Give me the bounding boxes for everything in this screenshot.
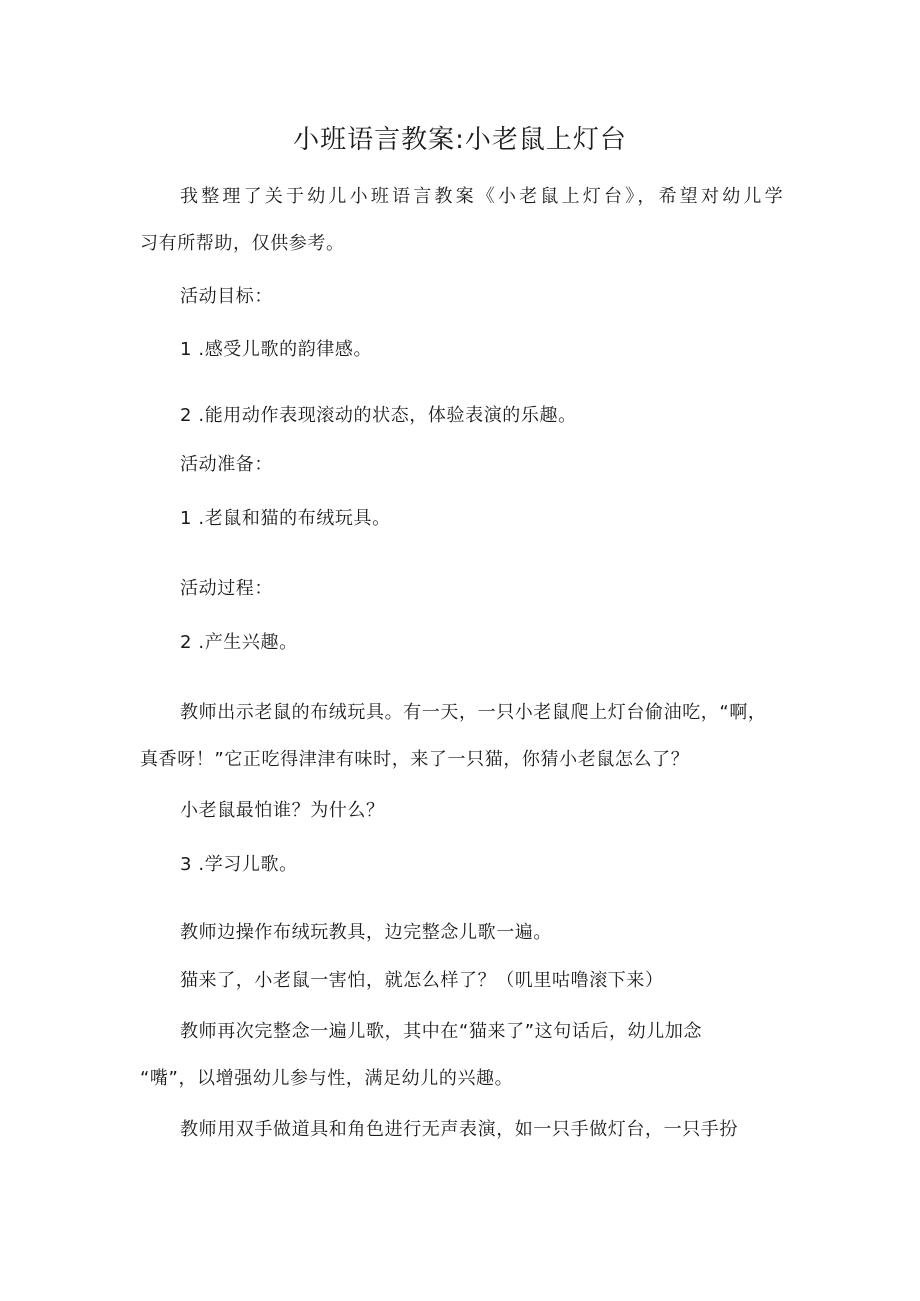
paragraph-recite-again-line-1: 教师再次完整念一遍儿歌，其中在“猫来了”这句话后，幼儿加念 bbox=[180, 1021, 703, 1042]
question-who-mouse-fears: 小老鼠最怕谁？为什么？ bbox=[180, 800, 385, 821]
paragraph-teacher-shows-line-1: 教师出示老鼠的布绒玩具。有一天，一只小老鼠爬上灯台偷油吃，“啊， bbox=[180, 702, 767, 723]
process-step-2: 2 .产生兴趣。 bbox=[180, 632, 298, 653]
goal-item-1: 1 .感受儿歌的韵律感。 bbox=[180, 339, 373, 360]
paragraph-teacher-operates: 教师边操作布绒玩教具，边完整念儿歌一遍。 bbox=[180, 922, 552, 943]
heading-activity-preparation: 活动准备： bbox=[180, 454, 273, 475]
process-step-3: 3 .学习儿歌。 bbox=[180, 854, 298, 875]
heading-activity-goals: 活动目标： bbox=[180, 286, 273, 307]
heading-activity-process: 活动过程： bbox=[180, 578, 273, 599]
goal-item-2: 2 .能用动作表现滚动的状态，体验表演的乐趣。 bbox=[180, 405, 577, 426]
paragraph-cat-comes: 猫来了，小老鼠一害怕，就怎么样了？（叽里咕噜滚下来） bbox=[180, 970, 664, 991]
document-title: 小班语言教案:小老鼠上灯台 bbox=[293, 125, 627, 155]
paragraph-hand-performance-line-1: 教师用双手做道具和角色进行无声表演，如一只手做灯台，一只手扮 bbox=[180, 1119, 738, 1140]
paragraph-recite-again-line-2: “嘴”，以增强幼儿参与性，满足幼儿的兴趣。 bbox=[140, 1068, 514, 1089]
paragraph-intro-line-2: 习有所帮助，仅供参考。 bbox=[140, 233, 345, 254]
paragraph-intro-line-1: 我整理了关于幼儿小班语言教案《小老鼠上灯台》，希望对幼儿学 bbox=[180, 186, 786, 207]
preparation-item-1: 1 .老鼠和猫的布绒玩具。 bbox=[180, 508, 391, 529]
paragraph-teacher-shows-line-2: 真香呀！”它正吃得津津有味时，来了一只猫，你猜小老鼠怎么了？ bbox=[140, 749, 690, 770]
